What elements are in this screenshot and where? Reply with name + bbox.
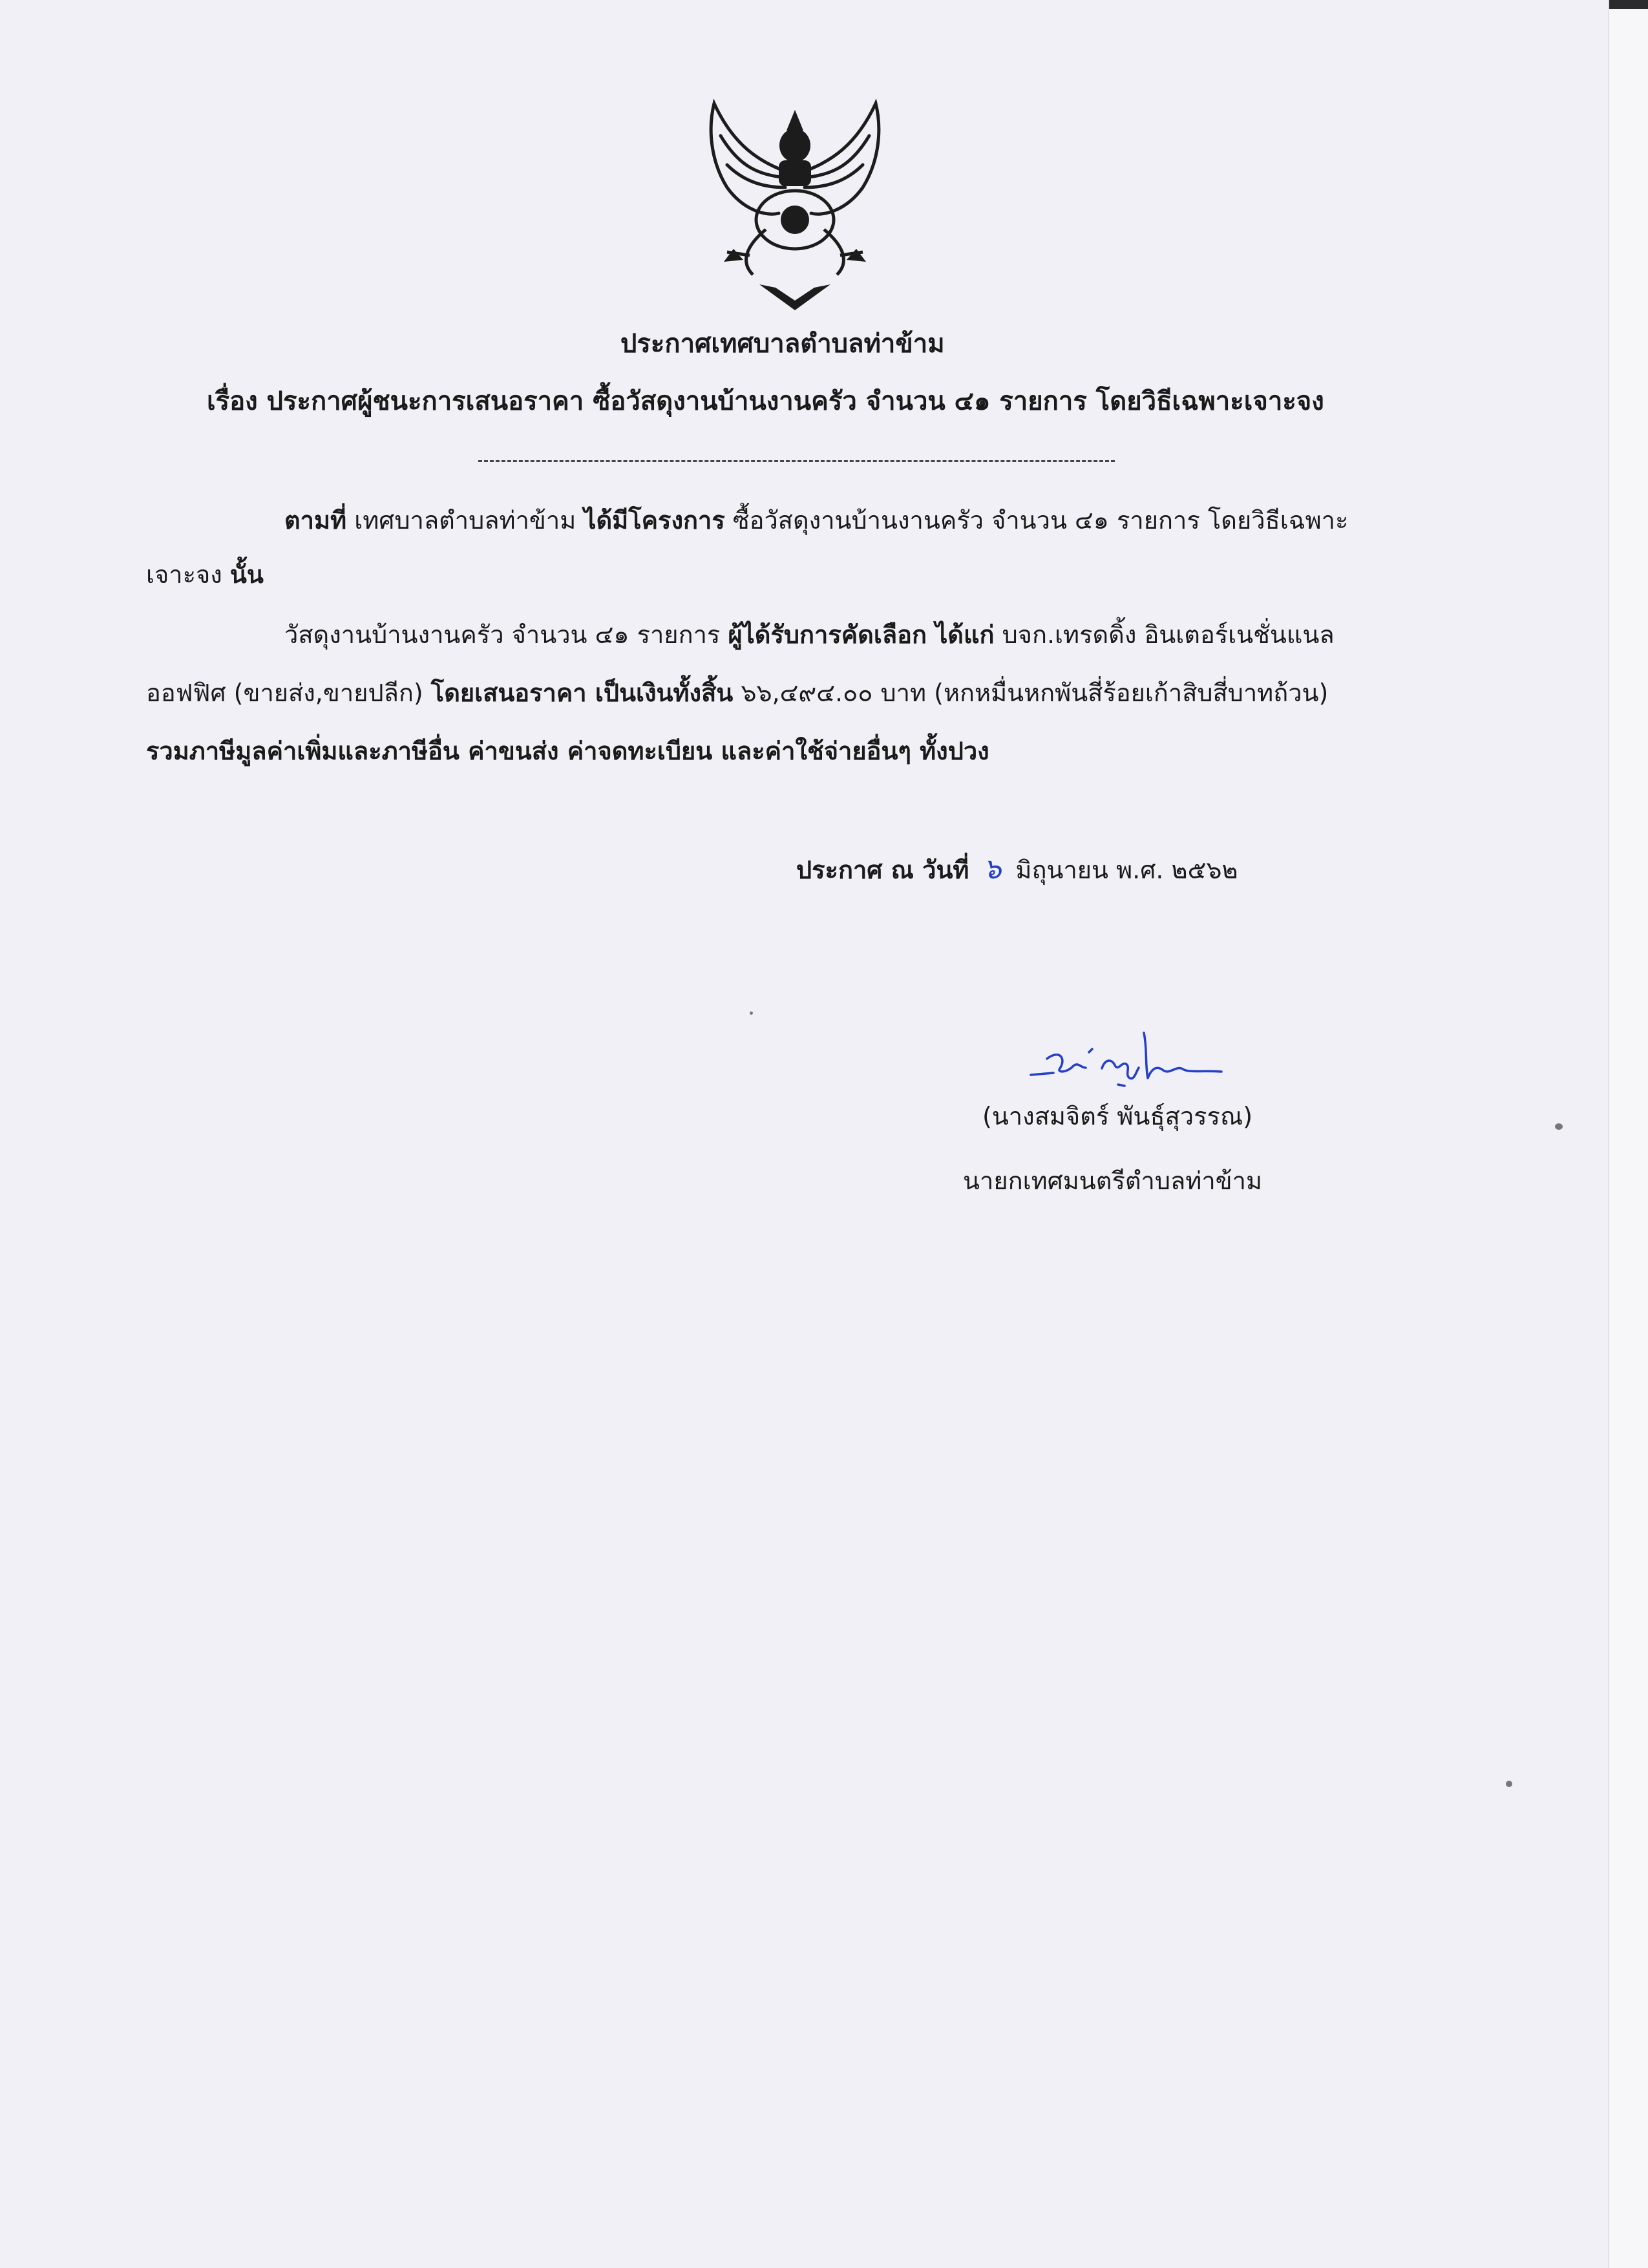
text-bold: โดยเสนอราคา เป็นเงินทั้งสิ้น — [430, 679, 734, 707]
text-run: เทศบาลตำบลท่าข้าม — [346, 506, 584, 535]
text-bold: ได้มีโครงการ — [584, 506, 725, 535]
paragraph-2-line-2 — [146, 675, 1328, 710]
paragraph-2-line-1 — [284, 617, 1335, 652]
signer-name: (นางสมจิตร์ พันธุ์สุวรรณ) — [982, 1102, 1253, 1130]
text-bold: นั้น — [229, 560, 264, 589]
text-bold: ตามที่ — [284, 506, 347, 535]
text-run: เจาะจง — [146, 560, 230, 589]
handwritten-signature — [1028, 1013, 1234, 1091]
text-run: ๖๖,๔๙๔.๐๐ บาท (หกหมื่นหกพันสี่ร้อยเก้าสิบสี่บาทถ้วน) — [733, 679, 1329, 707]
scan-edge — [1608, 0, 1648, 2268]
date-month-year: มิถุนายน พ.ศ. ๒๕๖๒ — [1015, 856, 1238, 884]
text-run: ออฟฟิศ (ขายส่ง,ขายปลีก) — [146, 679, 431, 707]
paragraph-1-line-2 — [146, 557, 264, 592]
date-prefix: ประกาศ ณ วันที่ — [796, 856, 969, 884]
announcement-title: ประกาศเทศบาลตำบลท่าข้าม — [620, 329, 945, 359]
paragraph-2-line-3: รวมภาษีมูลค่าเพิ่มและภาษีอื่น ค่าขนส่ง ค่าจดทะเบียน และค่าใช้จ่ายอื่นๆ ทั้งปวง — [146, 737, 989, 765]
text-run: บจก.เทรดดิ้ง อินเตอร์เนชั่นแนล — [994, 620, 1335, 649]
signer-position: นายกเทศมนตรีตำบลท่าข้าม — [963, 1167, 1263, 1195]
dashed-divider — [478, 460, 1115, 462]
announcement-subject: เรื่อง ประกาศผู้ชนะการเสนอราคา ซื้อวัสดุงานบ้านงานครัว จำนวน ๔๑ รายการ โดยวิธีเฉพาะเจาะจง — [207, 387, 1324, 416]
scan-speck — [750, 1012, 753, 1015]
text-bold: ผู้ได้รับการคัดเลือก ได้แก่ — [728, 620, 995, 649]
text-run: ซื้อวัสดุงานบ้านงานครัว จำนวน ๔๑ รายการ โดยวิธีเฉพาะ — [724, 506, 1349, 535]
scan-speck — [1555, 1123, 1563, 1130]
scan-speck — [1506, 1781, 1512, 1787]
announcement-date — [796, 852, 1238, 887]
garuda-emblem-icon — [688, 90, 902, 323]
scan-corner — [1609, 0, 1648, 9]
handwritten-day: ๖ — [983, 853, 1002, 885]
paragraph-1-line-1 — [284, 503, 1348, 538]
text-run: วัสดุงานบ้านงานครัว จำนวน ๔๑ รายการ — [284, 620, 728, 649]
